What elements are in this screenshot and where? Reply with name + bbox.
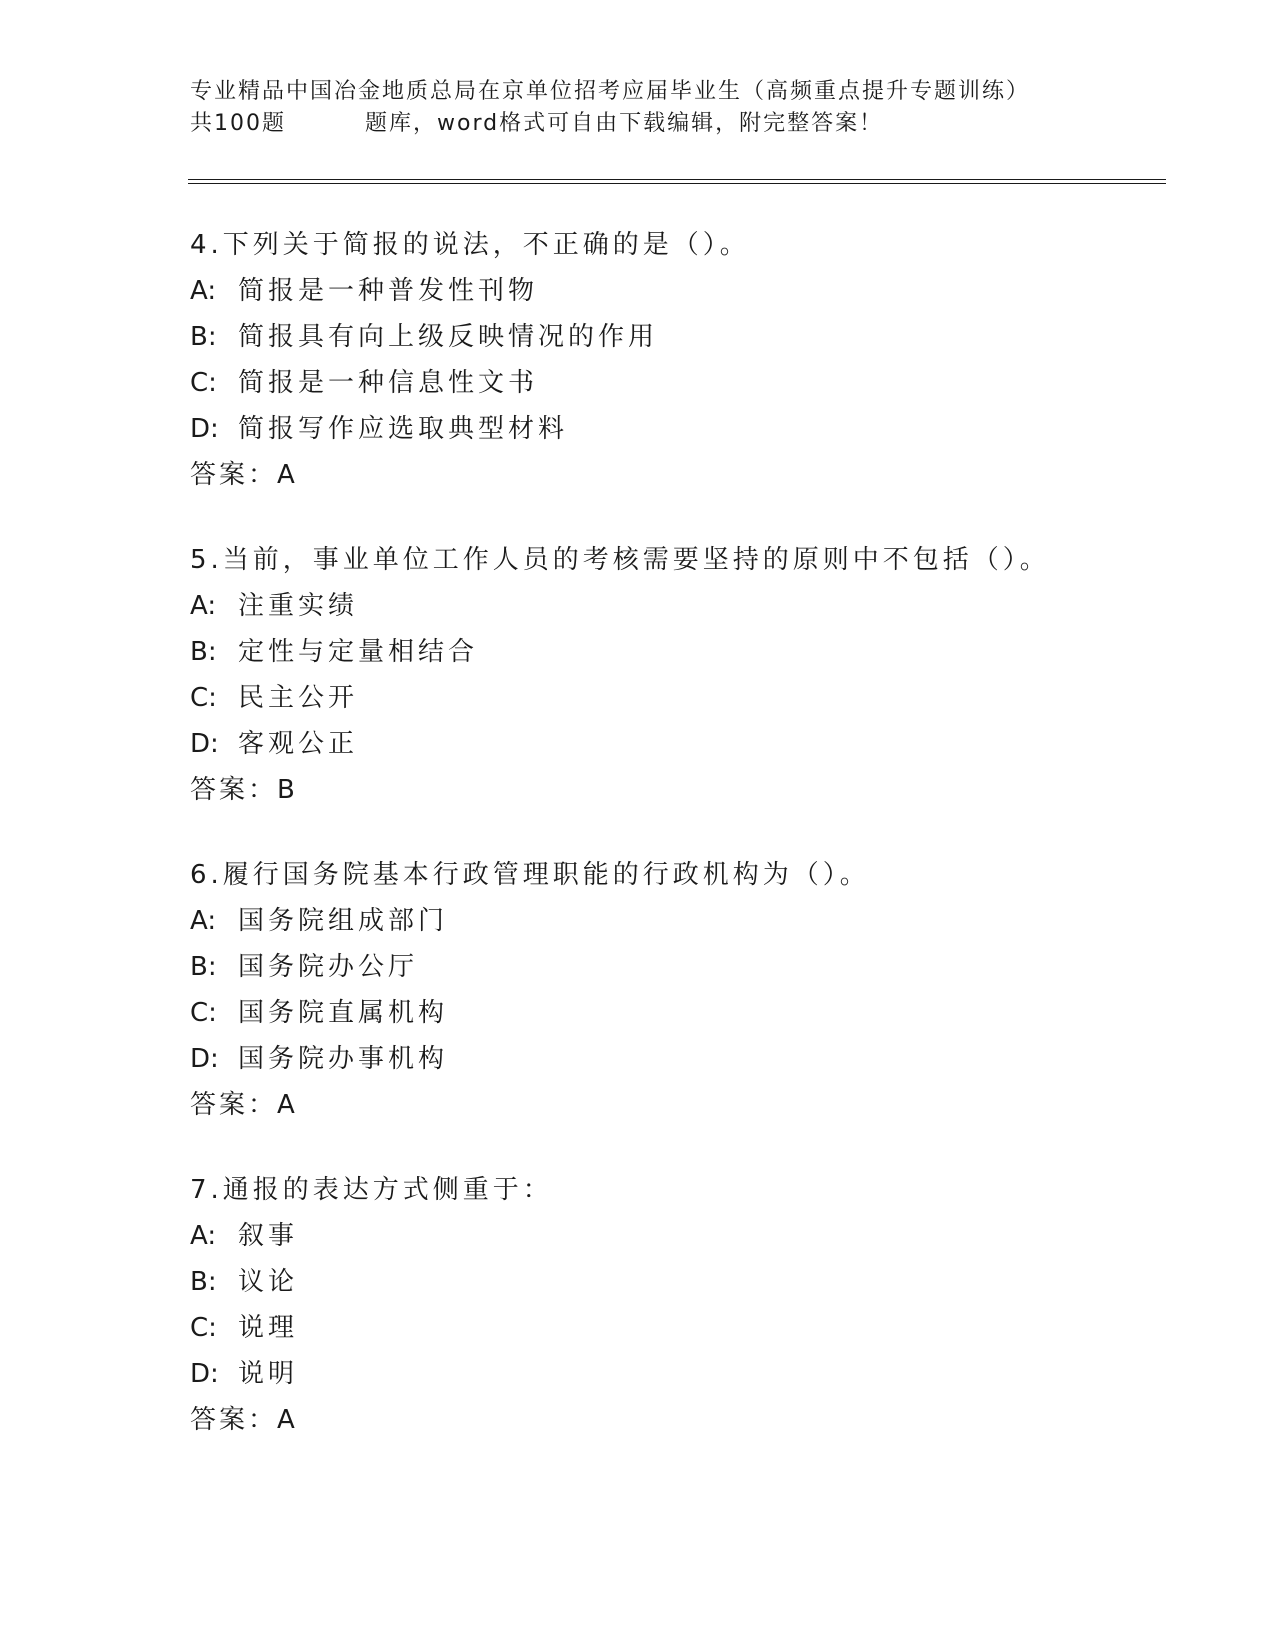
document-description: 题库，word格式可自由下载编辑，附完整答案！ [365,111,884,136]
option-text: 定性与定量相结合 [238,637,479,667]
option-text: 客观公正 [238,729,359,759]
question-stem: 5.当前，事业单位工作人员的考核需要坚持的原则中不包括（）。 [190,545,1050,575]
option-letter: B: [190,322,217,352]
option-letter: A: [190,906,217,936]
option-text: 民主公开 [238,683,359,713]
option-text: 国务院办公厅 [238,952,419,982]
option-text: 说明 [238,1359,299,1389]
option-b [190,314,1170,360]
answer-line [190,1082,1170,1128]
answer-value: A [277,1405,298,1435]
option-letter: C: [190,683,217,713]
option-d [190,406,1170,452]
option-b [190,1259,1170,1305]
answer-line [190,1397,1170,1443]
option-text: 国务院直属机构 [238,998,449,1028]
option-text: 简报具有向上级反映情况的作用 [238,322,659,352]
option-text: 简报写作应选取典型材料 [238,414,569,444]
option-a [190,898,1170,944]
answer-value: A [277,460,298,490]
question-block [190,852,1170,1128]
option-letter: B: [190,637,217,667]
option-text: 简报是一种普发性刊物 [238,276,539,306]
document-title: 专业精品中国冶金地质总局在京单位招考应届毕业生（高频重点提升专题训练） [190,79,1031,104]
option-text: 国务院组成部门 [238,906,449,936]
option-b [190,944,1170,990]
option-c [190,675,1170,721]
option-d [190,1351,1170,1397]
option-c [190,360,1170,406]
option-d [190,1036,1170,1082]
option-letter: B: [190,1267,217,1297]
option-b [190,629,1170,675]
option-letter: D: [190,729,219,759]
answer-line [190,767,1170,813]
question-block [190,537,1170,813]
option-letter: D: [190,1359,219,1389]
question-stem: 6.履行国务院基本行政管理职能的行政机构为（）。 [190,860,870,890]
document-header [190,76,1170,140]
option-letter: B: [190,952,217,982]
option-letter: A: [190,276,217,306]
question-block [190,222,1170,498]
question-stem: 7.通报的表达方式侧重于： [190,1175,553,1205]
document-subtitle [190,108,1170,140]
answer-label: 答案： [190,1090,278,1120]
option-letter: D: [190,1044,219,1074]
option-text: 国务院办事机构 [238,1044,449,1074]
answer-value: A [277,1090,298,1120]
question-stem: 4.下列关于简报的说法，不正确的是（）。 [190,230,750,260]
option-text: 简报是一种信息性文书 [238,368,539,398]
option-letter: A: [190,591,217,621]
answer-label: 答案： [190,775,278,805]
question-block [190,1167,1170,1443]
answer-line [190,452,1170,498]
question-count: 共100题 [190,111,286,136]
option-text: 注重实绩 [238,591,359,621]
header-divider-bottom [188,183,1166,184]
option-letter: D: [190,414,219,444]
option-a [190,1213,1170,1259]
option-letter: C: [190,368,217,398]
option-text: 议论 [238,1267,299,1297]
option-letter: C: [190,1313,217,1343]
answer-value: B [277,775,298,805]
option-letter: A: [190,1221,217,1251]
answer-label: 答案： [190,1405,278,1435]
header-divider-top [188,179,1166,180]
option-c [190,1305,1170,1351]
option-a [190,583,1170,629]
answer-label: 答案： [190,460,278,490]
option-a [190,268,1170,314]
option-c [190,990,1170,1036]
option-text: 叙事 [238,1221,299,1251]
option-letter: C: [190,998,217,1028]
option-text: 说理 [238,1313,299,1343]
option-d [190,721,1170,767]
